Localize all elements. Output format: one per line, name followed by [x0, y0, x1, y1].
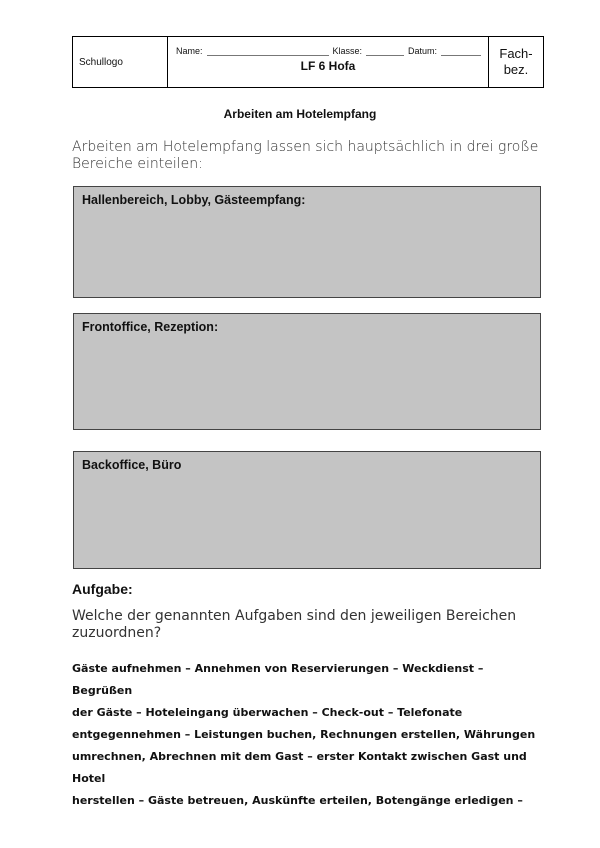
area-label-backoffice: Backoffice, Büro [82, 458, 182, 472]
area-box-lobby[interactable] [73, 186, 541, 298]
task-items-line: der Gäste – Hoteleingang überwachen – Check-out – Telefonate [72, 706, 463, 719]
task-items [72, 658, 542, 812]
school-logo-cell [73, 37, 168, 87]
datum-line[interactable] [441, 46, 481, 56]
school-logo-label: Schullogo [79, 56, 123, 68]
area-label-lobby: Hallenbereich, Lobby, Gästeempfang: [82, 193, 306, 207]
student-fields [176, 46, 485, 56]
datum-label: Datum: [408, 46, 438, 56]
subject-line-2: bez. [503, 62, 529, 77]
intro-text: Arbeiten am Hotelempfang lassen sich hauptsächlich in drei große Bereiche einteilen: [72, 139, 539, 172]
task-items-line: umrechnen, Abrechnen mit dem Gast – erster Kontakt zwischen Gast und Hotel [72, 750, 527, 785]
klasse-label: Klasse: [332, 46, 363, 56]
area-box-backoffice[interactable] [73, 451, 541, 569]
task-question: Welche der genannten Aufgaben sind den jeweiligen Bereichen zuzuordnen? [72, 608, 517, 641]
task-items-line: herstellen – Gäste betreuen, Auskünfte erteilen, Botengänge erledigen – [72, 794, 523, 807]
course-label: LF 6 Hofa [300, 59, 356, 73]
student-info-cell [168, 37, 489, 87]
area-label-frontoffice: Frontoffice, Rezeption: [82, 320, 219, 334]
task-items-line: Gäste aufnehmen – Annehmen von Reservierungen – Weckdienst – Begrüßen [72, 662, 484, 697]
task-heading: Aufgabe: [72, 581, 133, 597]
task-items-line: entgegennehmen – Leistungen buchen, Rechnungen erstellen, Währungen [72, 728, 536, 741]
subject-line-1: Fach- [499, 46, 533, 61]
subject-cell [489, 37, 543, 87]
area-box-frontoffice[interactable] [73, 313, 541, 430]
klasse-line[interactable] [366, 46, 404, 56]
name-line[interactable] [207, 46, 329, 56]
name-label: Name: [176, 46, 203, 56]
page-title: Arbeiten am Hotelempfang [223, 107, 377, 121]
header-table [72, 36, 544, 88]
